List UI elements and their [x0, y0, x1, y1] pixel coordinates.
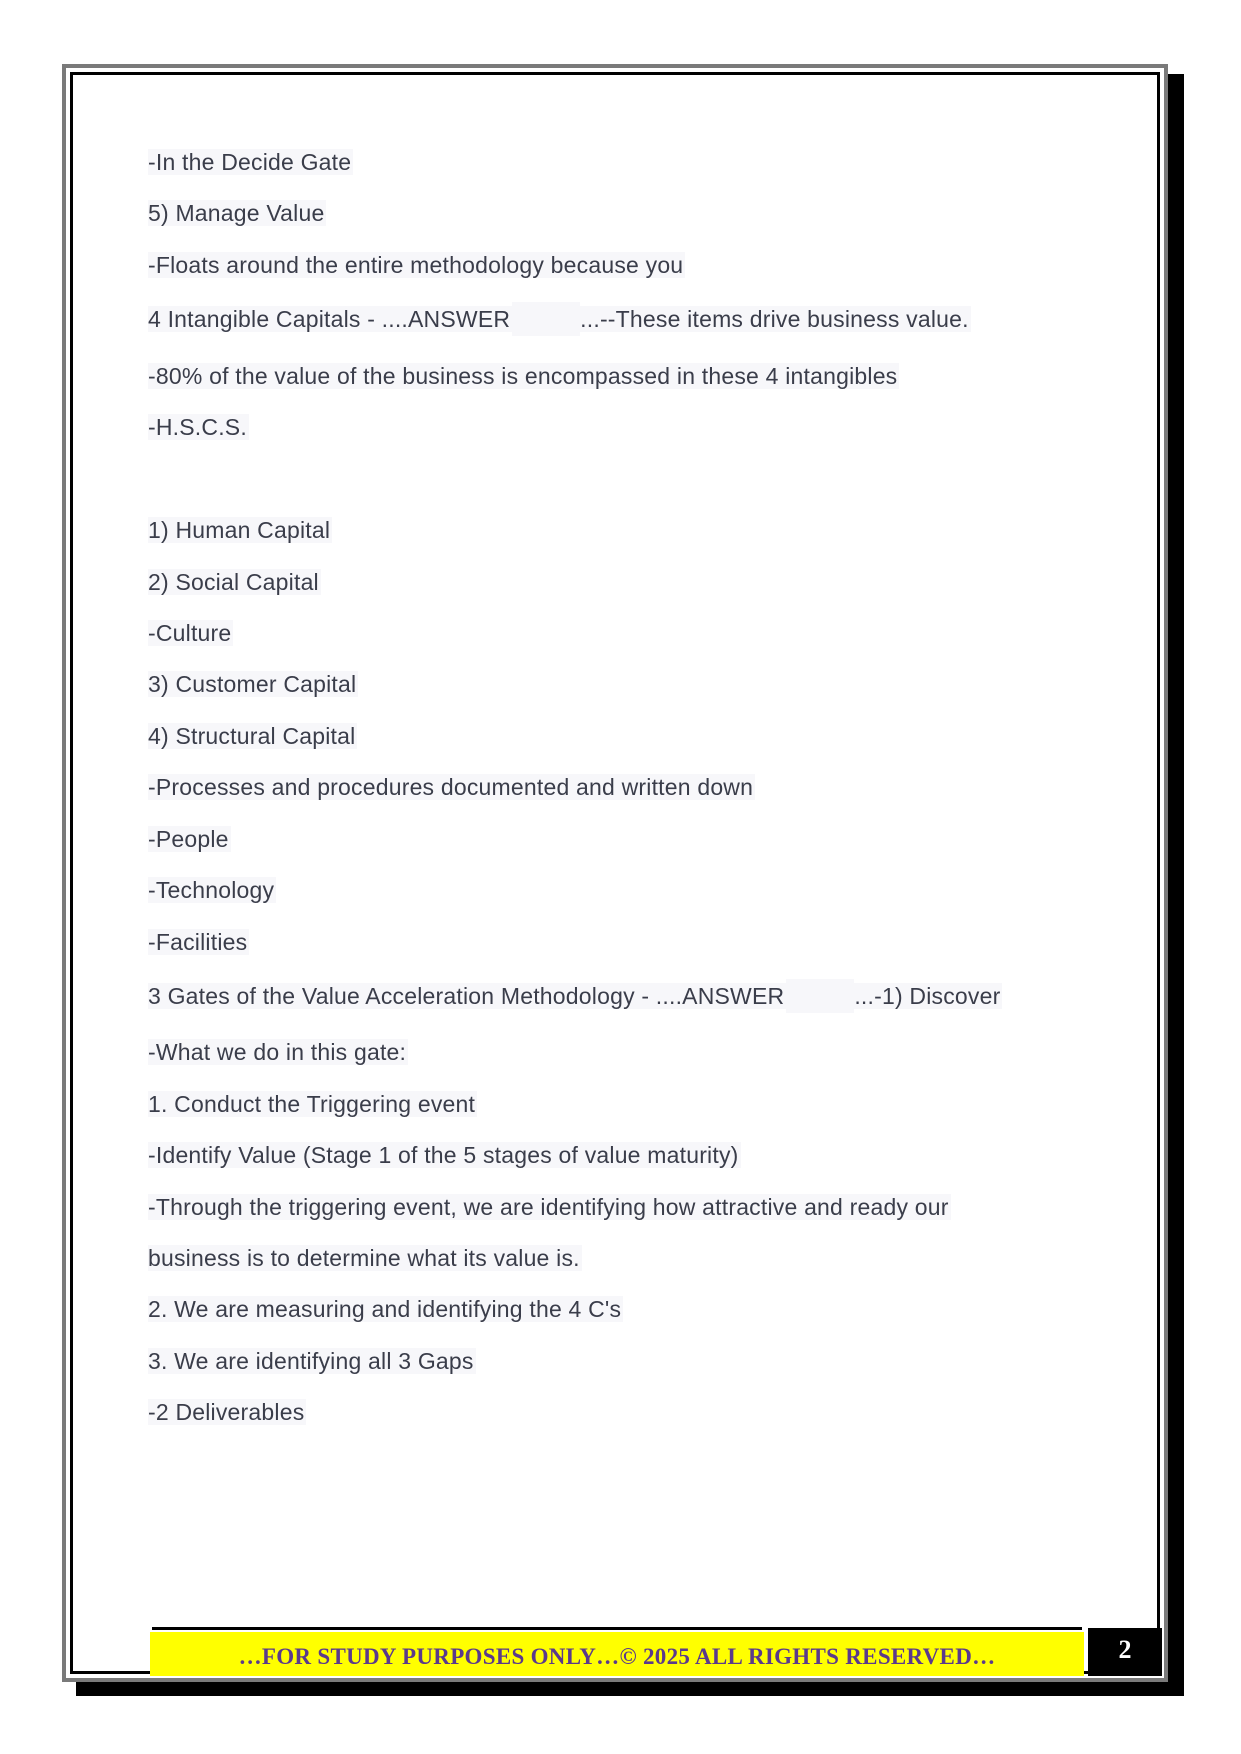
line-text: 1. Conduct the Triggering event — [148, 1091, 476, 1117]
question-text: 4 Intangible Capitals - ....ANSWER — [148, 306, 511, 332]
line-text: 4) Structural Capital — [148, 723, 356, 749]
line-text: -What we do in this gate: — [148, 1039, 407, 1065]
text-line — [148, 719, 357, 753]
text-line — [148, 822, 231, 856]
text-line — [148, 1292, 623, 1326]
line-text: 3) Customer Capital — [148, 671, 357, 697]
line-text: -Identify Value (Stage 1 of the 5 stages of value maturity) — [148, 1142, 739, 1168]
text-line — [148, 196, 326, 230]
answer-text: ...-1) Discover — [854, 983, 1001, 1009]
qa-line — [148, 979, 1002, 1013]
footer-notice: …FOR STUDY PURPOSES ONLY…© 2025 ALL RIGHTS RESERVED… — [238, 1644, 996, 1669]
text-line — [148, 410, 249, 444]
text-line — [148, 1241, 582, 1275]
text-line — [148, 1138, 741, 1172]
line-text: 2) Social Capital — [148, 569, 319, 595]
text-line — [148, 1344, 476, 1378]
text-line — [148, 565, 321, 599]
answer-text: ...--These items drive business value. — [580, 306, 969, 332]
line-text: -Technology — [148, 877, 275, 903]
text-line — [148, 1087, 477, 1121]
text-line — [148, 359, 899, 393]
line-text: 3. We are identifying all 3 Gaps — [148, 1348, 474, 1374]
line-text: -Culture — [148, 620, 232, 646]
line-text: -Processes and procedures documented and written down — [148, 774, 754, 800]
line-text: 5) Manage Value — [148, 200, 325, 226]
line-text: 2. We are measuring and identifying the 4 C's — [148, 1296, 622, 1322]
text-line — [148, 248, 685, 282]
text-line — [148, 1395, 306, 1429]
line-text: -H.S.C.S. — [148, 414, 247, 440]
line-text: business is to determine what its value is. — [148, 1245, 580, 1271]
text-line — [148, 145, 353, 179]
text-line — [148, 873, 276, 907]
footer-rule — [152, 1627, 1082, 1630]
text-line — [148, 616, 233, 650]
line-text: -People — [148, 826, 229, 852]
page-number: 2 — [1118, 1635, 1132, 1664]
question-text: 3 Gates of the Value Acceleration Methodology - ....ANSWER — [148, 983, 785, 1009]
line-text: -2 Deliverables — [148, 1399, 305, 1425]
text-line — [148, 1190, 951, 1224]
line-text: -Through the triggering event, we are identifying how attractive and ready our — [148, 1194, 949, 1220]
line-text: 1) Human Capital — [148, 517, 331, 543]
text-line — [148, 667, 358, 701]
line-text: -Floats around the entire methodology because you — [148, 252, 684, 278]
answer-gap — [786, 979, 854, 1013]
text-line — [148, 513, 332, 547]
line-text: -In the Decide Gate — [148, 149, 352, 175]
line-text: -Facilities — [148, 929, 248, 955]
text-line — [148, 770, 755, 804]
line-text: -80% of the value of the business is encompassed in these 4 intangibles — [148, 363, 898, 389]
text-line — [148, 925, 249, 959]
text-line — [148, 1035, 408, 1069]
qa-line — [148, 302, 971, 336]
answer-gap — [512, 302, 580, 336]
